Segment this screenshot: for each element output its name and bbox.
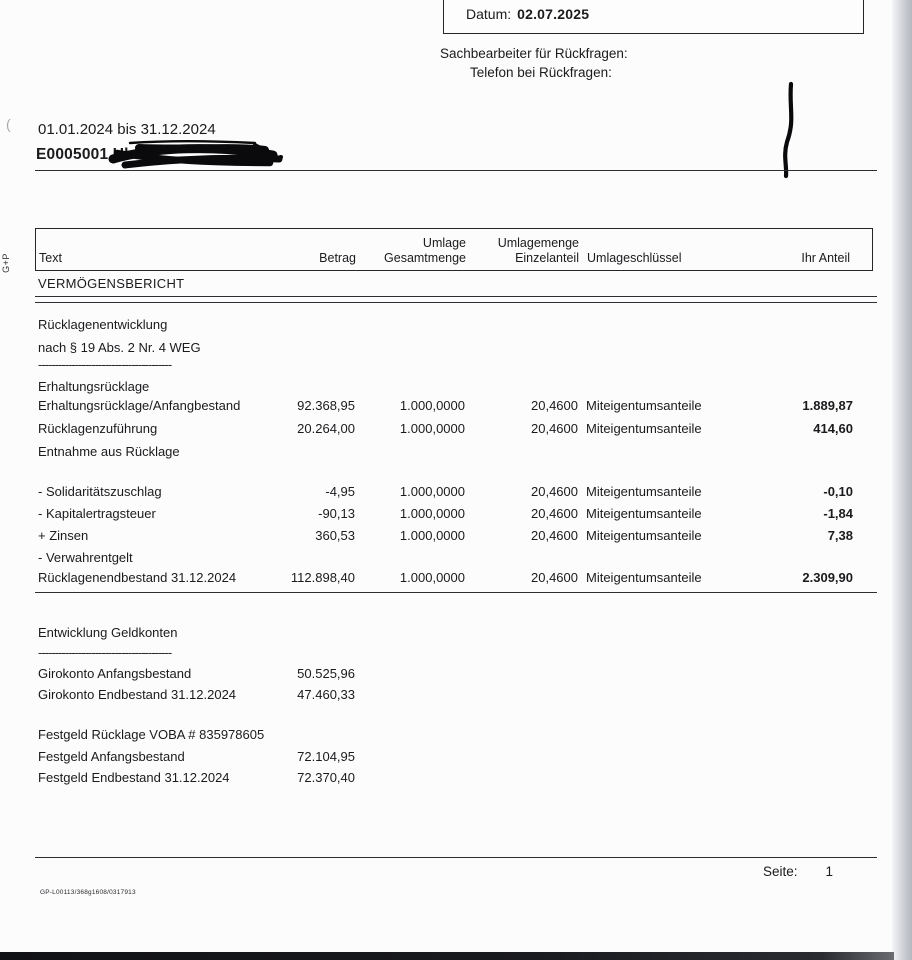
section-rule bbox=[35, 592, 877, 593]
cell-umlageschluessel: Miteigentumsanteile bbox=[586, 484, 702, 499]
cell-label: - Kapitalertragsteuer bbox=[38, 506, 156, 521]
cell-gesamtmenge: 1.000,0000 bbox=[399, 484, 465, 499]
cell-label: - Verwahrentgelt bbox=[38, 550, 133, 565]
cell-ihr-anteil: 1.889,87 bbox=[802, 398, 853, 413]
cell-umlageschluessel: Miteigentumsanteile bbox=[586, 421, 702, 436]
cell-betrag: -90,13 bbox=[318, 506, 355, 521]
table-row bbox=[35, 483, 875, 501]
cell-label: Festgeld Endbestand 31.12.2024 bbox=[38, 770, 230, 785]
cell-ihr-anteil: -0,10 bbox=[823, 484, 853, 499]
table-row bbox=[35, 420, 875, 438]
page-label: Seite: bbox=[763, 864, 798, 879]
column-header-text: Text bbox=[39, 251, 62, 265]
date-value: 02.07.2025 bbox=[517, 6, 590, 22]
group-title-row bbox=[35, 443, 875, 461]
page-indicator bbox=[763, 864, 833, 879]
cell-einzelanteil: 20,4600 bbox=[531, 421, 578, 436]
cell-label: Rücklagenentwicklung bbox=[38, 317, 168, 332]
cell-gesamtmenge: 1.000,0000 bbox=[399, 570, 465, 585]
cell-label: Entwicklung Geldkonten bbox=[38, 625, 178, 640]
money-section-title bbox=[35, 624, 875, 642]
cell-label: Entnahme aus Rücklage bbox=[38, 444, 180, 459]
cell-betrag: 50.525,96 bbox=[297, 666, 355, 681]
section-title-row bbox=[35, 316, 875, 334]
cell-betrag: 112.898,40 bbox=[290, 570, 355, 585]
scan-right-edge bbox=[892, 0, 912, 960]
money-row bbox=[35, 726, 875, 744]
cell-einzelanteil: 20,4600 bbox=[531, 570, 578, 585]
report-title: VERMÖGENSBERICHT bbox=[38, 276, 185, 291]
cell-label: Festgeld Rücklage VOBA # 835978605 bbox=[38, 727, 265, 742]
cell-umlageschluessel: Miteigentumsanteile bbox=[586, 528, 702, 543]
cell-betrag: -4,95 bbox=[325, 484, 355, 499]
unit-code: E0005001 Uk bbox=[36, 146, 134, 163]
column-header-umlagemenge-einzelanteil: Umlagemenge Einzelanteil bbox=[497, 236, 579, 265]
table-header-box bbox=[35, 228, 873, 271]
cell-einzelanteil: 20,4600 bbox=[531, 528, 578, 543]
cell-ihr-anteil: 2.309,90 bbox=[802, 570, 853, 585]
column-header-betrag: Betrag bbox=[319, 251, 356, 265]
cell-label: nach § 19 Abs. 2 Nr. 4 WEG bbox=[38, 340, 201, 355]
column-header-ihr-anteil: Ihr Anteil bbox=[801, 251, 850, 265]
cell-betrag: 360,53 bbox=[315, 528, 355, 543]
scan-artifact: ( bbox=[6, 116, 11, 132]
cell-betrag: 72.370,40 bbox=[297, 770, 355, 785]
table-row bbox=[35, 527, 875, 545]
section-subtitle-row bbox=[35, 339, 875, 357]
cell-gesamtmenge: 1.000,0000 bbox=[399, 398, 465, 413]
cell-label: - Solidaritätszuschlag bbox=[38, 484, 162, 499]
bottom-rule bbox=[35, 857, 877, 858]
scan-bottom-edge bbox=[0, 952, 894, 960]
clerk-line: Sachbearbeiter für Rückfragen: bbox=[440, 46, 628, 61]
cell-betrag: 47.460,33 bbox=[297, 687, 355, 702]
cell-label: Girokonto Endbestand 31.12.2024 bbox=[38, 687, 237, 702]
cell-betrag: 72.104,95 bbox=[297, 749, 355, 764]
money-row bbox=[35, 769, 875, 787]
table-row bbox=[35, 569, 875, 587]
cell-label: + Zinsen bbox=[38, 528, 89, 543]
money-row bbox=[35, 686, 875, 704]
cell-ihr-anteil: 7,38 bbox=[827, 528, 853, 543]
dashed-separator: ---------------------------------------- bbox=[38, 357, 172, 372]
phone-line: Telefon bei Rückfragen: bbox=[470, 65, 612, 80]
cell-label: Rücklagenzuführung bbox=[38, 421, 158, 436]
table-row bbox=[35, 397, 875, 415]
cell-betrag: 20.264,00 bbox=[297, 421, 355, 436]
cell-label: Rücklagenendbestand 31.12.2024 bbox=[38, 570, 237, 585]
cell-umlageschluessel: Miteigentumsanteile bbox=[586, 398, 702, 413]
money-row bbox=[35, 665, 875, 683]
cell-betrag: 92.368,95 bbox=[297, 398, 355, 413]
column-header-umlage-gesamtmenge: Umlage Gesamtmenge bbox=[384, 236, 466, 265]
column-header-umlageschluessel: Umlageschlüssel bbox=[587, 251, 682, 265]
dashed-separator-row bbox=[35, 644, 875, 662]
dashed-separator: ---------------------------------------- bbox=[38, 645, 172, 660]
cell-label: Erhaltungsrücklage/Anfangbestand bbox=[38, 398, 241, 413]
double-rule bbox=[35, 296, 877, 303]
pen-stroke bbox=[775, 80, 805, 180]
doc-code: GP-L00113/368g1608/0317913 bbox=[40, 889, 136, 896]
table-row bbox=[35, 549, 875, 567]
money-row bbox=[35, 748, 875, 766]
cell-label: Festgeld Anfangsbestand bbox=[38, 749, 185, 764]
cell-ihr-anteil: 414,60 bbox=[813, 421, 853, 436]
cell-label: Girokonto Anfangsbestand bbox=[38, 666, 192, 681]
dashed-separator-row bbox=[35, 356, 875, 374]
cell-umlageschluessel: Miteigentumsanteile bbox=[586, 506, 702, 521]
period-text: 01.01.2024 bis 31.12.2024 bbox=[38, 121, 216, 138]
redaction-scribble bbox=[105, 135, 290, 173]
cell-einzelanteil: 20,4600 bbox=[531, 506, 578, 521]
cell-ihr-anteil: -1,84 bbox=[823, 506, 853, 521]
date-box bbox=[443, 0, 864, 34]
cell-gesamtmenge: 1.000,0000 bbox=[399, 506, 465, 521]
margin-label: G+P bbox=[0, 253, 11, 273]
cell-einzelanteil: 20,4600 bbox=[531, 398, 578, 413]
top-rule bbox=[35, 170, 877, 171]
cell-gesamtmenge: 1.000,0000 bbox=[399, 421, 465, 436]
table-row bbox=[35, 505, 875, 523]
cell-label: Erhaltungsrücklage bbox=[38, 379, 150, 394]
cell-gesamtmenge: 1.000,0000 bbox=[399, 528, 465, 543]
cell-einzelanteil: 20,4600 bbox=[531, 484, 578, 499]
page-number: 1 bbox=[825, 864, 834, 879]
cell-umlageschluessel: Miteigentumsanteile bbox=[586, 570, 702, 585]
group-title-row bbox=[35, 378, 875, 396]
date-label: Datum: bbox=[466, 6, 512, 22]
